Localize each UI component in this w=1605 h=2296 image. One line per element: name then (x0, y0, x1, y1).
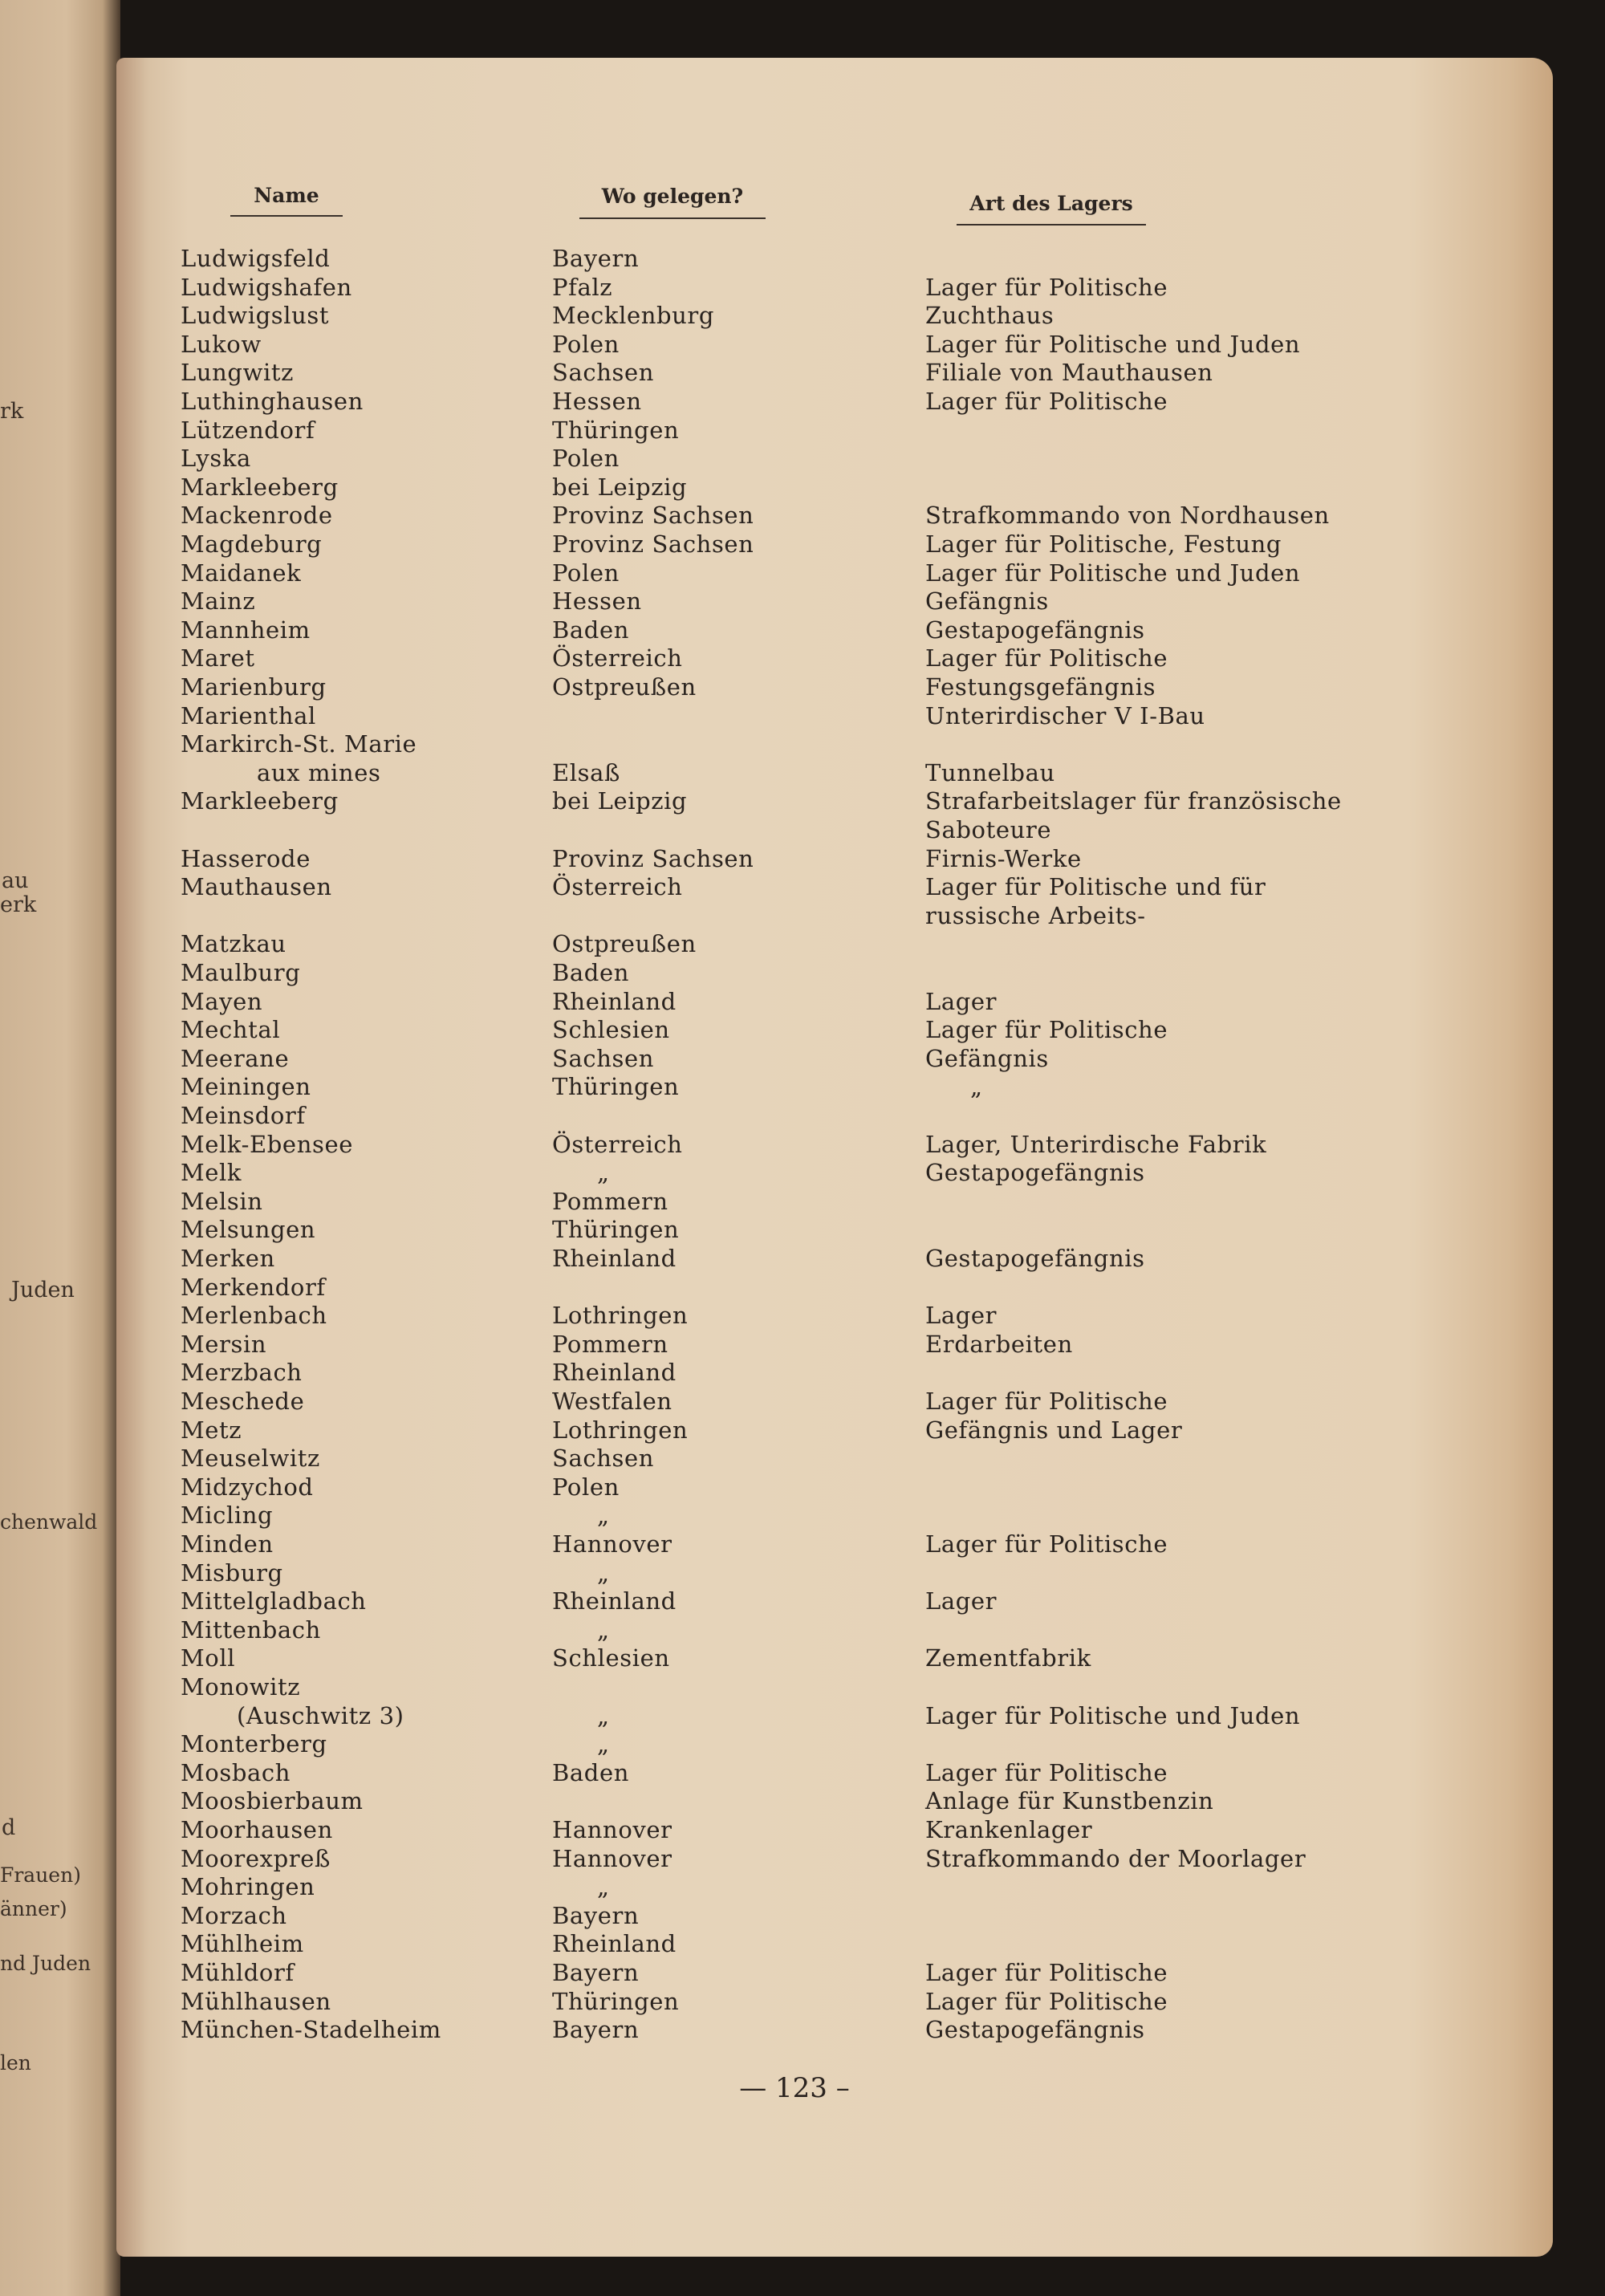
camp-name-cell: Mauthausen (181, 873, 332, 900)
column-header-location: Wo gelegen? (601, 185, 744, 208)
camp-name-cell: Lungwitz (181, 359, 295, 386)
location-cell: Ostpreußen (552, 673, 697, 701)
facing-page-fragment: chenwald (0, 1510, 98, 1534)
camp-name-cell: München-Stadelheim (181, 2016, 441, 2043)
camp-name-cell: Maret (181, 644, 255, 672)
header-underline (230, 215, 343, 217)
location-cell: Rheinland (552, 1930, 677, 1957)
facing-page-fragment: änner) (0, 1897, 67, 1920)
location-cell: Lothringen (552, 1302, 689, 1329)
camp-name-cell: Melk-Ebensee (181, 1131, 353, 1158)
camp-name-cell: Lützendorf (181, 417, 315, 444)
camp-name-cell: Markleeberg (181, 473, 339, 501)
location-cell: Bayern (552, 2016, 640, 2043)
camp-type-cell: Lager für Politische (925, 1988, 1168, 2015)
location-cell: „ (597, 1730, 610, 1758)
location-cell: Mecklenburg (552, 302, 715, 329)
camp-name-cell: Maulburg (181, 959, 301, 986)
camp-name-cell: Lyska (181, 445, 251, 472)
camp-name-cell: Merkendorf (181, 1274, 326, 1301)
camp-type-cell: Lager für Politische und Juden (925, 331, 1301, 358)
camp-name-cell: Mosbach (181, 1759, 291, 1786)
camp-name-cell: Mittenbach (181, 1616, 321, 1644)
camp-name-cell: Mühlheim (181, 1930, 304, 1957)
camp-type-cell: Strafarbeitslager für französische (925, 787, 1342, 815)
location-cell: Hannover (552, 1816, 672, 1843)
camp-name-cell: Ludwigslust (181, 302, 330, 329)
column-header-camp-type: Art des Lagers (969, 192, 1133, 215)
camp-type-cell: Anlage für Kunstbenzin (925, 1787, 1214, 1814)
facing-page-fragment: d (2, 1815, 16, 1840)
camp-type-cell: Festungsgefängnis (925, 673, 1156, 701)
camp-type-cell: Unterirdischer V I-Bau (925, 702, 1205, 729)
location-cell: Rheinland (552, 1245, 677, 1272)
camp-type-cell: Lager für Politische (925, 1388, 1168, 1415)
camp-name-cell: Misburg (181, 1559, 283, 1587)
camp-type-cell: Gestapogefängnis (925, 1245, 1145, 1272)
location-cell: Hessen (552, 388, 642, 415)
camp-type-cell: russische Arbeits- (925, 902, 1146, 929)
location-cell: Österreich (552, 873, 683, 900)
camp-type-cell: Tunnelbau (925, 759, 1055, 786)
location-cell: Lothringen (552, 1416, 689, 1444)
location-cell: Baden (552, 616, 630, 644)
camp-type-cell: „ (970, 1073, 983, 1100)
location-cell: „ (597, 1873, 610, 1900)
location-cell: Polen (552, 445, 620, 472)
camp-name-cell: Mersin (181, 1331, 267, 1358)
camp-type-cell: Lager (925, 1587, 998, 1615)
camp-type-cell: Gefängnis (925, 1045, 1049, 1072)
camp-name-cell: Mohringen (181, 1873, 315, 1900)
camp-type-cell: Lager für Politische (925, 1530, 1168, 1558)
camp-name-cell: Hasserode (181, 845, 311, 872)
header-underline (579, 217, 766, 219)
facing-page-fragment: au (2, 868, 29, 893)
facing-page-fragment: Frauen) (0, 1863, 81, 1887)
location-cell: Sachsen (552, 1045, 654, 1072)
location-cell: Schlesien (552, 1016, 670, 1043)
location-cell: bei Leipzig (552, 473, 688, 501)
location-cell: Bayern (552, 1902, 640, 1929)
camp-type-cell: Gestapogefängnis (925, 1159, 1145, 1186)
location-cell: Polen (552, 559, 620, 587)
camp-type-cell: Strafkommando von Nordhausen (925, 502, 1330, 529)
location-cell: bei Leipzig (552, 787, 688, 815)
camp-name-cell: Matzkau (181, 930, 286, 957)
camp-type-cell: Zementfabrik (925, 1644, 1091, 1672)
camp-type-cell: Strafkommando der Moorlager (925, 1845, 1306, 1872)
location-cell: „ (597, 1702, 610, 1729)
camp-name-cell: Metz (181, 1416, 242, 1444)
camp-name-cell: Merzbach (181, 1359, 303, 1386)
location-cell: Thüringen (552, 1216, 680, 1243)
camp-type-cell: Lager für Politische und Juden (925, 559, 1301, 587)
location-cell: Rheinland (552, 988, 677, 1015)
location-cell: Rheinland (552, 1587, 677, 1615)
location-cell: Baden (552, 1759, 630, 1786)
camp-name-cell: Merlenbach (181, 1302, 327, 1329)
camp-name-cell: Meiningen (181, 1073, 311, 1100)
camp-name-cell: Ludwigshafen (181, 274, 352, 301)
camp-type-cell: Lager für Politische (925, 388, 1168, 415)
camp-type-cell: Erdarbeiten (925, 1331, 1073, 1358)
camp-name-cell: Midzychod (181, 1473, 314, 1501)
camp-name-cell: Magdeburg (181, 530, 323, 558)
camp-name-cell: Ludwigsfeld (181, 245, 331, 272)
camp-type-cell: Lager für Politische (925, 1759, 1168, 1786)
camp-name-cell: Mannheim (181, 616, 311, 644)
location-cell: „ (597, 1159, 610, 1186)
location-cell: Provinz Sachsen (552, 530, 754, 558)
location-cell: Pommern (552, 1188, 668, 1215)
location-cell: Thüringen (552, 1073, 680, 1100)
facing-page (0, 0, 120, 2296)
camp-name-cell: Meerane (181, 1045, 290, 1072)
camp-name-cell: Lukow (181, 331, 262, 358)
column-header-name: Name (254, 184, 319, 207)
location-cell: Rheinland (552, 1359, 677, 1386)
location-cell: Österreich (552, 644, 683, 672)
camp-name-cell: Markleeberg (181, 787, 339, 815)
facing-page-fragment: Juden (11, 1278, 75, 1302)
page-number: — 123 – (739, 2072, 850, 2104)
camp-name-cell: Monowitz (181, 1673, 301, 1701)
camp-name-cell: Moorhausen (181, 1816, 333, 1843)
location-cell: Polen (552, 1473, 620, 1501)
camp-type-cell: Lager für Politische (925, 1959, 1168, 1986)
camp-name-cell: Luthinghausen (181, 388, 364, 415)
camp-type-cell: Lager für Politische, Festung (925, 530, 1282, 558)
location-cell: Elsaß (552, 759, 620, 786)
location-cell: Hannover (552, 1530, 672, 1558)
camp-name-cell: Melsungen (181, 1216, 316, 1243)
camp-name-cell: Mechtal (181, 1016, 281, 1043)
camp-name-cell: Markirch-St. Marie (181, 730, 417, 758)
location-cell: Hannover (552, 1845, 672, 1872)
location-cell: Österreich (552, 1131, 683, 1158)
camp-name-cell: Merken (181, 1245, 275, 1272)
location-cell: Polen (552, 331, 620, 358)
camp-name-cell: Monterberg (181, 1730, 327, 1758)
location-cell: Pfalz (552, 274, 613, 301)
camp-type-cell: Firnis-Werke (925, 845, 1082, 872)
location-cell: „ (597, 1559, 610, 1587)
camp-name-cell: Moosbierbaum (181, 1787, 364, 1814)
location-cell: Bayern (552, 1959, 640, 1986)
camp-type-cell: Gefängnis (925, 587, 1049, 615)
camp-type-cell: Zuchthaus (925, 302, 1054, 329)
camp-type-cell: Gefängnis und Lager (925, 1416, 1183, 1444)
location-cell: Schlesien (552, 1644, 670, 1672)
camp-name-cell: Mittelgladbach (181, 1587, 367, 1615)
camp-name-cell: Mayen (181, 988, 263, 1015)
camp-type-cell: Lager (925, 988, 998, 1015)
facing-page-fragment: nd Juden (0, 1952, 91, 1975)
location-cell: Baden (552, 959, 630, 986)
location-cell: Ostpreußen (552, 930, 697, 957)
location-cell: „ (597, 1502, 610, 1529)
camp-type-cell: Lager für Politische und Juden (925, 1702, 1301, 1729)
facing-page-fragment: len (0, 2051, 31, 2075)
camp-name-cell: Meinsdorf (181, 1102, 306, 1129)
camp-name-cell: Mühlhausen (181, 1988, 331, 2015)
facing-page-fragment: erk (0, 892, 37, 917)
location-cell: Westfalen (552, 1388, 672, 1415)
camp-name-cell: Minden (181, 1530, 274, 1558)
camp-type-cell: Lager für Politische (925, 274, 1168, 301)
camp-name-cell: Marienburg (181, 673, 327, 701)
camp-name-cell: Melk (181, 1159, 242, 1186)
location-cell: Sachsen (552, 1445, 654, 1472)
camp-type-cell: Gestapogefängnis (925, 616, 1145, 644)
camp-name-cell: Morzach (181, 1902, 287, 1929)
camp-type-cell: Lager (925, 1302, 998, 1329)
location-cell: Thüringen (552, 1988, 680, 2015)
location-cell: Provinz Sachsen (552, 845, 754, 872)
location-cell: Hessen (552, 587, 642, 615)
camp-type-cell: Filiale von Mauthausen (925, 359, 1213, 386)
location-cell: „ (597, 1616, 610, 1644)
camp-name-cell: Moorexpreß (181, 1845, 331, 1872)
location-cell: Thüringen (552, 417, 680, 444)
camp-name-cell: Marienthal (181, 702, 316, 729)
camp-name-cell: Melsin (181, 1188, 263, 1215)
location-cell: Sachsen (552, 359, 654, 386)
location-cell: Bayern (552, 245, 640, 272)
camp-name-cell: Moll (181, 1644, 236, 1672)
camp-type-cell: Lager für Politische und für (925, 873, 1266, 900)
camp-name-cell: Meschede (181, 1388, 305, 1415)
camp-name-cell: Maidanek (181, 559, 302, 587)
camp-type-cell: Gestapogefängnis (925, 2016, 1145, 2043)
camp-type-cell: Lager für Politische (925, 1016, 1168, 1043)
camp-type-cell: Krankenlager (925, 1816, 1093, 1843)
facing-page-fragment: rk (0, 399, 24, 424)
camp-name-cell: (Auschwitz 3) (237, 1702, 404, 1729)
location-cell: Pommern (552, 1331, 668, 1358)
camp-name-cell: Mühldorf (181, 1959, 295, 1986)
camp-type-cell: Lager, Unterirdische Fabrik (925, 1131, 1267, 1158)
camp-name-cell: Mackenrode (181, 502, 333, 529)
camp-type-cell: Saboteure (925, 816, 1052, 843)
location-cell: Provinz Sachsen (552, 502, 754, 529)
camp-name-cell: aux mines (257, 759, 381, 786)
camp-type-cell: Lager für Politische (925, 644, 1168, 672)
header-underline (957, 224, 1146, 226)
camp-name-cell: Meuselwitz (181, 1445, 320, 1472)
camp-name-cell: Mainz (181, 587, 256, 615)
camp-name-cell: Micling (181, 1502, 274, 1529)
